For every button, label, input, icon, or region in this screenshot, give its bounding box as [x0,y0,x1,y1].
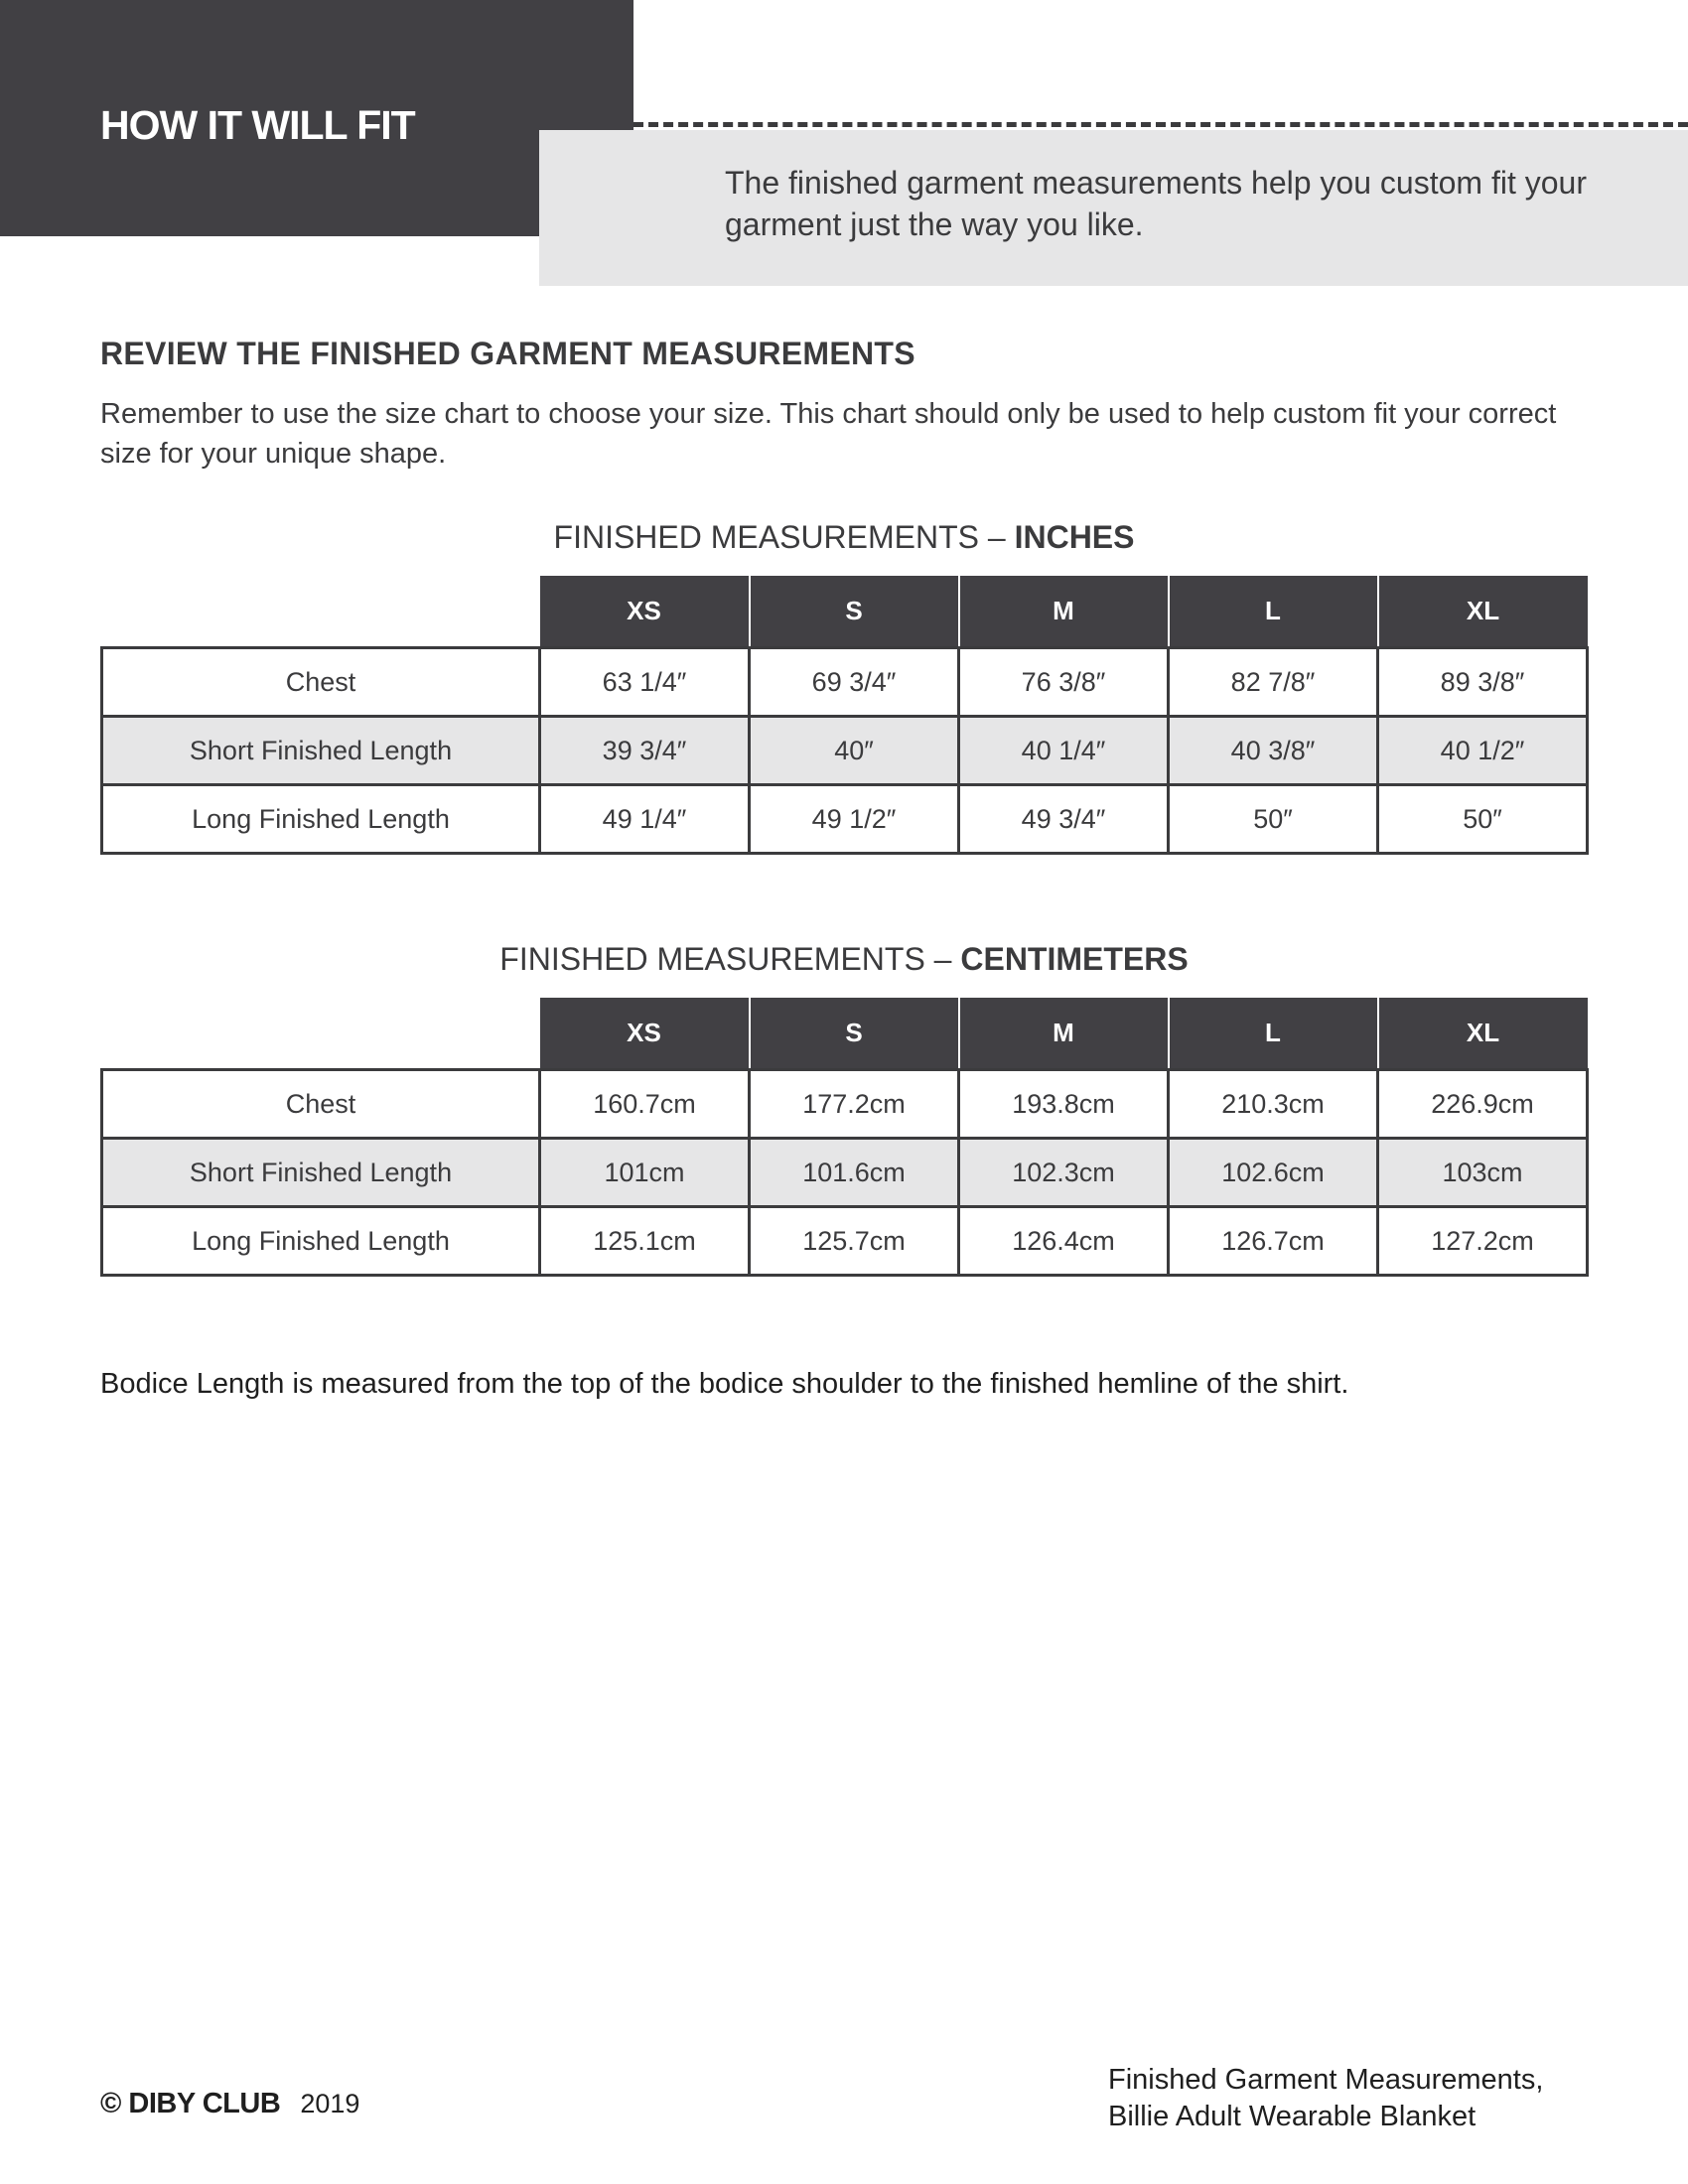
cm-title-unit: CENTIMETERS [960,941,1189,977]
header-blank-cell [102,576,540,648]
table-cell: 226.9cm [1378,1070,1588,1139]
table-cell: 50″ [1169,785,1378,854]
size-header-l: L [1169,998,1378,1070]
table-cell: 50″ [1378,785,1588,854]
table-cell: 40 3/8″ [1169,717,1378,785]
table-cell: 101.6cm [750,1139,959,1207]
table-cell: 103cm [1378,1139,1588,1207]
table-cell: 76 3/8″ [959,648,1169,717]
table-cell: 39 3/4″ [540,717,750,785]
size-header-s: S [750,576,959,648]
row-label: Long Finished Length [102,1207,540,1276]
inches-title-unit: INCHES [1014,519,1135,555]
table-header-row [102,576,1588,648]
footer-brand [100,2088,359,2120]
size-header-m: M [959,998,1169,1070]
bodice-length-note: Bodice Length is measured from the top of the bodice shoulder to the finished hemline of the shirt. [100,1368,1349,1400]
table-cell: 63 1/4″ [540,648,750,717]
table-cell: 210.3cm [1169,1070,1378,1139]
table-cell: 40″ [750,717,959,785]
table-cell: 126.7cm [1169,1207,1378,1276]
table-cell: 160.7cm [540,1070,750,1139]
table-cell: 89 3/8″ [1378,648,1588,717]
cm-title-prefix: FINISHED MEASUREMENTS – [499,941,952,977]
table-cell: 127.2cm [1378,1207,1588,1276]
table-row [102,1070,1588,1139]
size-header-xs: XS [540,576,750,648]
dashed-divider [633,122,1688,127]
size-header-xl: XL [1378,998,1588,1070]
table-cell: 49 1/2″ [750,785,959,854]
row-label: Long Finished Length [102,785,540,854]
size-header-s: S [750,998,959,1070]
section-description: Remember to use the size chart to choose your size. This chart should only be used to help custom fit your correct size for your unique shape. [100,398,1557,470]
table-cell: 82 7/8″ [1169,648,1378,717]
intro-text: The finished garment measurements help you custom fit your garment just the way you like. [725,165,1587,242]
table-cell: 49 1/4″ [540,785,750,854]
table-row [102,1139,1588,1207]
table-cell: 40 1/2″ [1378,717,1588,785]
cm-table [100,998,1589,1277]
table-row [102,785,1588,854]
table-row [102,648,1588,717]
section-heading: REVIEW THE FINISHED GARMENT MEASUREMENTS [100,336,915,371]
row-label: Chest [102,648,540,717]
table-cell: 125.1cm [540,1207,750,1276]
table-cell: 69 3/4″ [750,648,959,717]
inches-table-title [0,519,1688,556]
table-cell: 125.7cm [750,1207,959,1276]
table-cell: 102.6cm [1169,1139,1378,1207]
table-cell: 126.4cm [959,1207,1169,1276]
table-cell: 102.3cm [959,1139,1169,1207]
brand-logo-text: © DIBY CLUB [100,2088,281,2119]
size-header-xs: XS [540,998,750,1070]
inches-title-prefix: FINISHED MEASUREMENTS – [553,519,1006,555]
footer-caption-line1: Finished Garment Measurements, [1108,2064,1544,2096]
inches-table [100,576,1589,855]
table-cell: 49 3/4″ [959,785,1169,854]
size-header-m: M [959,576,1169,648]
footer-caption-line2: Billie Adult Wearable Blanket [1108,2101,1477,2132]
footer-caption [1108,2062,1664,2135]
table-cell: 193.8cm [959,1070,1169,1139]
page-title: HOW IT WILL FIT [100,102,415,148]
table-row [102,717,1588,785]
size-header-l: L [1169,576,1378,648]
cm-table-title [0,941,1688,978]
table-row [102,1207,1588,1276]
table-cell: 177.2cm [750,1070,959,1139]
row-label: Short Finished Length [102,717,540,785]
table-cell: 40 1/4″ [959,717,1169,785]
footer-year: 2019 [300,2089,360,2118]
table-cell: 101cm [540,1139,750,1207]
size-header-xl: XL [1378,576,1588,648]
row-label: Chest [102,1070,540,1139]
row-label: Short Finished Length [102,1139,540,1207]
header-blank-cell [102,998,540,1070]
table-header-row [102,998,1588,1070]
